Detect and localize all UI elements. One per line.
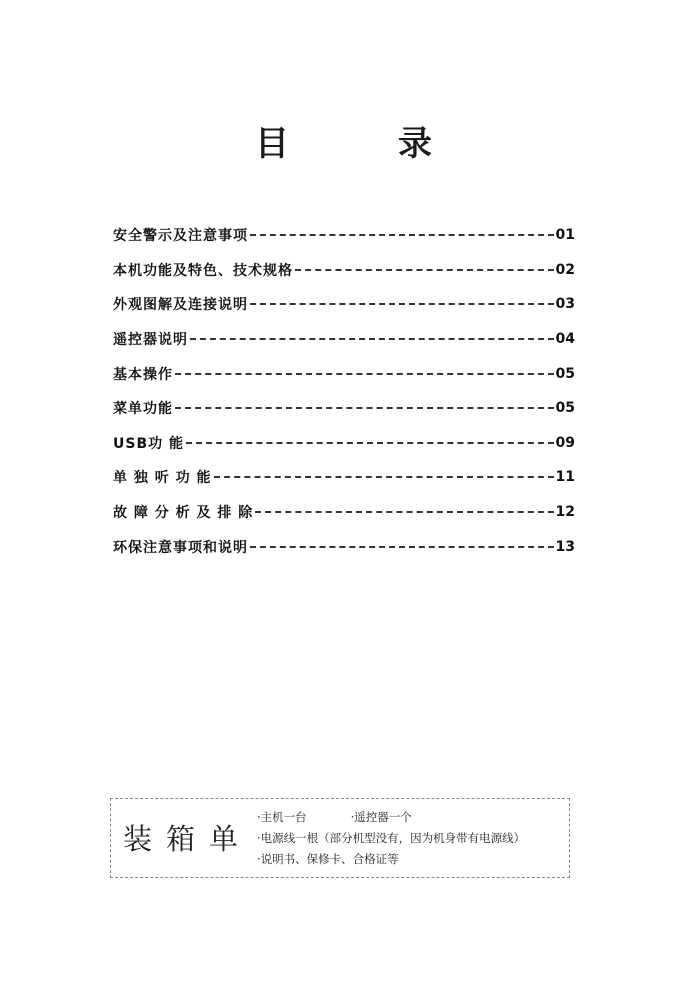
- toc-leader: [255, 511, 553, 513]
- toc-entry[interactable]: [113, 356, 575, 391]
- toc-entry-page: 03: [555, 296, 575, 313]
- toc-entry-page: 02: [555, 261, 575, 278]
- toc-entry[interactable]: [113, 218, 575, 253]
- toc-entry-page: 05: [555, 365, 575, 382]
- table-of-contents: [113, 218, 575, 564]
- toc-entry[interactable]: [113, 529, 575, 564]
- toc-entry-page: 13: [555, 538, 575, 555]
- toc-entry[interactable]: [113, 460, 575, 495]
- toc-leader: [175, 407, 554, 409]
- toc-entry[interactable]: [113, 253, 575, 288]
- toc-entry-label: 基本操作: [113, 366, 173, 383]
- toc-entry-page: 01: [555, 227, 575, 244]
- toc-entry-label: 菜单功能: [113, 401, 173, 418]
- toc-entry[interactable]: [113, 322, 575, 357]
- toc-entry-label: 环保注意事项和说明: [113, 539, 248, 556]
- toc-leader: [295, 269, 554, 271]
- packing-line: [257, 828, 525, 849]
- toc-entry-page: 11: [555, 469, 575, 486]
- toc-leader: [250, 546, 554, 548]
- toc-leader: [186, 442, 554, 444]
- toc-entry-label: 外观图解及连接说明: [113, 297, 248, 314]
- packing-item: ·遥控器一个: [350, 810, 412, 824]
- toc-entry[interactable]: [113, 287, 575, 322]
- toc-entry-label: 遥控器说明: [113, 332, 188, 349]
- packing-list-heading: 装箱单: [123, 822, 253, 856]
- toc-entry[interactable]: [113, 495, 575, 530]
- toc-leader: [175, 373, 554, 375]
- toc-entry-page: 04: [555, 331, 575, 348]
- toc-leader: [250, 303, 554, 305]
- toc-entry-label: USB功 能: [113, 435, 184, 452]
- page-title: [0, 116, 687, 166]
- title-char-1: 目: [255, 124, 289, 164]
- packing-list-box: [110, 798, 570, 878]
- packing-list-items: [257, 807, 525, 870]
- toc-entry-label: 故 障 分 析 及 排 除: [113, 505, 254, 522]
- toc-entry-page: 09: [555, 434, 575, 451]
- toc-entry-label: 单 独 听 功 能: [113, 470, 212, 487]
- packing-line: [257, 807, 525, 828]
- toc-entry-page: 12: [555, 504, 575, 521]
- toc-entry-label: 本机功能及特色、技术规格: [113, 262, 293, 279]
- packing-item: ·说明书、保修卡、合格证等: [257, 852, 399, 866]
- toc-leader: [250, 234, 554, 236]
- packing-item: ·主机一台: [257, 810, 307, 824]
- toc-entry[interactable]: [113, 391, 575, 426]
- toc-entry[interactable]: [113, 426, 575, 461]
- title-char-2: 录: [398, 124, 432, 164]
- toc-leader: [190, 338, 554, 340]
- toc-entry-page: 05: [555, 400, 575, 417]
- packing-line: [257, 849, 525, 870]
- packing-item: ·电源线一根（部分机型没有，因为机身带有电源线）: [257, 831, 526, 845]
- toc-leader: [214, 476, 554, 478]
- toc-entry-label: 安全警示及注意事项: [113, 228, 248, 245]
